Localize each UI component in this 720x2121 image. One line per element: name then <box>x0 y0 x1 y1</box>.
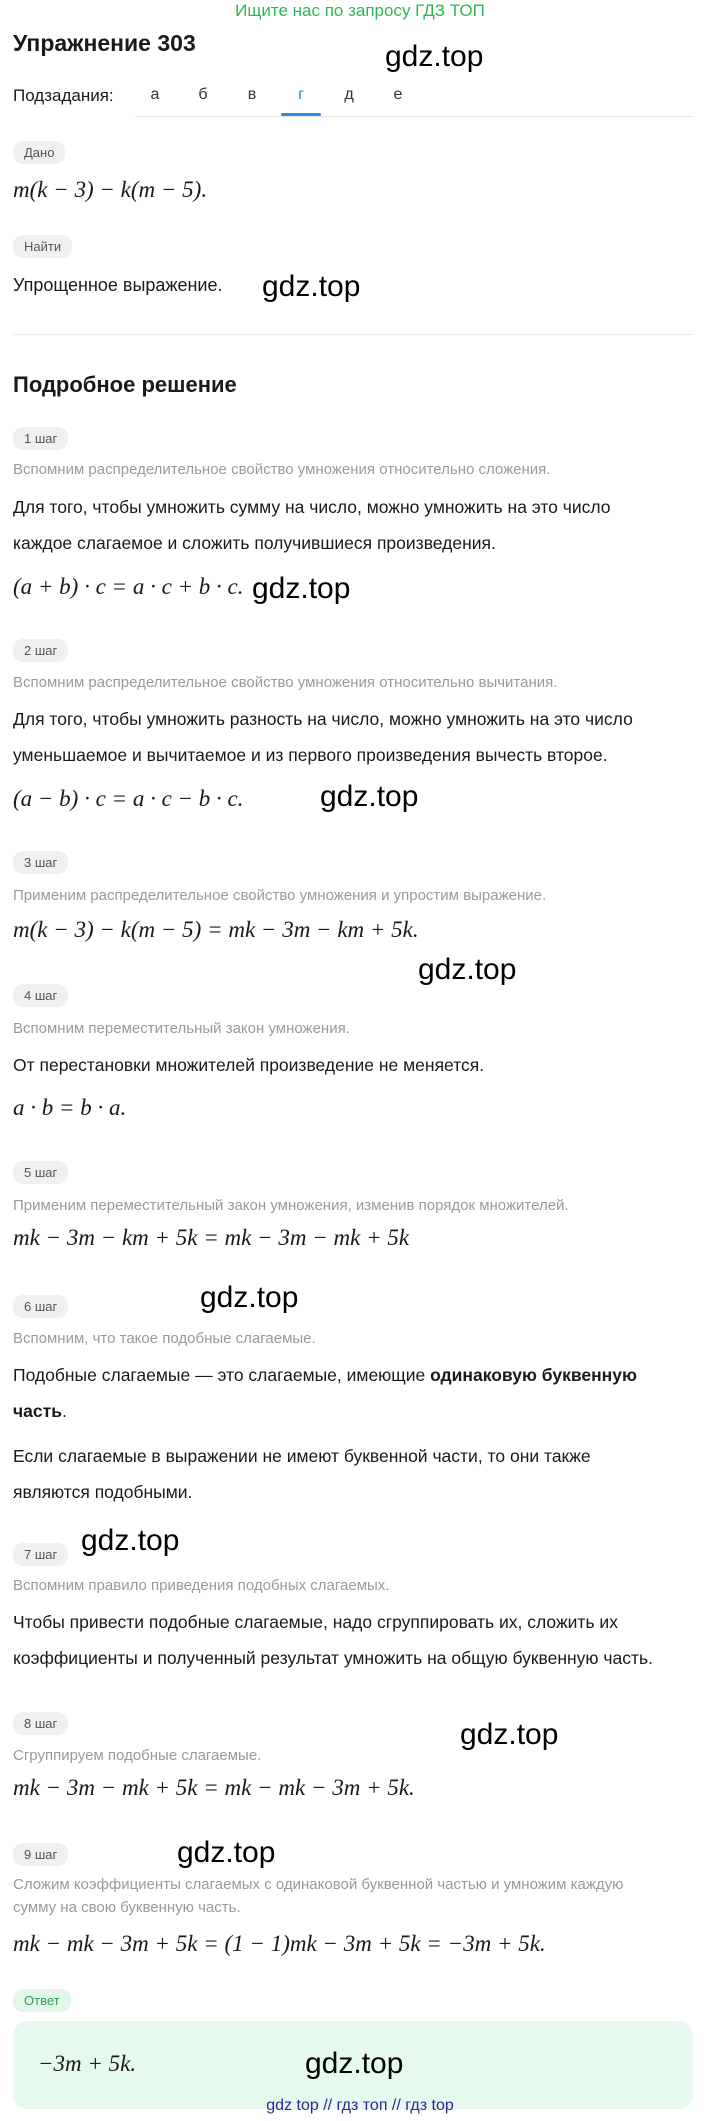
watermark: gdz.top <box>418 953 517 986</box>
step-chip: 6 шаг <box>13 1295 68 1318</box>
watermark: gdz.top <box>385 40 484 73</box>
active-tab-indicator <box>281 113 321 116</box>
subtasks-label: Подзадания: <box>13 86 114 105</box>
step-hint: Вспомним правило приведения подобных слагаемых. <box>13 1577 390 1594</box>
footer-links[interactable]: gdz top // гдз топ // гдз top <box>266 2097 454 2114</box>
emphasis: часть <box>13 1401 62 1421</box>
watermark: gdz.top <box>200 1281 299 1314</box>
step-hint: Применим распределительное свойство умножения и упростим выражение. <box>13 887 547 904</box>
step-hint: Сложим коэффициенты слагаемых с одинаковой буквенной частью и умножим каждую <box>13 1876 624 1893</box>
step-expression: m(k − 3) − k(m − 5) = mk − 3m − km + 5k. <box>13 917 419 942</box>
step-chip: 8 шаг <box>13 1712 68 1735</box>
watermark: gdz.top <box>177 1836 276 1869</box>
watermark: gdz.top <box>305 2047 404 2080</box>
step-text: Если слагаемые в выражении не имеют буквенной части, то они также <box>13 1446 591 1466</box>
step-text: Для того, чтобы умножить разность на число, можно умножить на это число <box>13 709 633 729</box>
step-expression: (a − b) · c = a · c − b · c. <box>13 786 244 811</box>
divider <box>13 334 693 335</box>
emphasis: одинаковую буквенную <box>430 1365 637 1385</box>
find-chip: Найти <box>13 235 72 258</box>
step-hint: Вспомним переместительный закон умножения. <box>13 1020 350 1037</box>
step-text: уменьшаемое и вычитаемое и из первого произведения вычесть второе. <box>13 745 608 765</box>
step-hint: Вспомним, что такое подобные слагаемые. <box>13 1330 316 1347</box>
step-text: Чтобы привести подобные слагаемые, надо сгруппировать их, сложить их <box>13 1612 618 1632</box>
step-text: Подобные слагаемые — это слагаемые, имеющие одинаковую буквенную <box>13 1365 637 1385</box>
step-expression: a · b = b · a. <box>13 1095 127 1120</box>
find-text: Упрощенное выражение. <box>13 275 223 295</box>
page-title: Упражнение 303 <box>13 30 196 56</box>
step-chip: 5 шаг <box>13 1161 68 1184</box>
step-expression: mk − mk − 3m + 5k = (1 − 1)mk − 3m + 5k = −3m + 5k. <box>13 1931 546 1956</box>
step-hint: Сгруппируем подобные слагаемые. <box>13 1747 262 1764</box>
step-expression: mk − 3m − mk + 5k = mk − mk − 3m + 5k. <box>13 1775 415 1800</box>
solution-title: Подробное решение <box>13 372 237 397</box>
answer-chip: Ответ <box>13 1989 71 2012</box>
subtask-tabs <box>135 80 693 117</box>
search-banner: Ищите нас по запросу ГДЗ ТОП <box>235 1 485 20</box>
step-chip: 3 шаг <box>13 851 68 874</box>
step-hint: Вспомним распределительное свойство умножения относительно вычитания. <box>13 674 558 691</box>
tab-v[interactable]: в <box>247 86 257 103</box>
step-hint: Вспомним распределительное свойство умножения относительно сложения. <box>13 461 551 478</box>
given-expression: m(k − 3) − k(m − 5). <box>13 177 208 202</box>
tab-e[interactable]: е <box>393 86 403 103</box>
watermark: gdz.top <box>252 572 351 605</box>
tab-b[interactable]: б <box>198 86 208 103</box>
tab-g[interactable]: г <box>298 86 304 103</box>
step-chip: 2 шаг <box>13 639 68 662</box>
step-text: коэффициенты и полученный результат умножить на общую буквенную часть. <box>13 1648 653 1668</box>
step-chip: 7 шаг <box>13 1543 68 1566</box>
step-hint: Применим переместительный закон умножения, изменив порядок множителей. <box>13 1197 569 1214</box>
step-chip: 4 шаг <box>13 984 68 1007</box>
watermark: gdz.top <box>320 780 419 813</box>
watermark: gdz.top <box>81 1524 180 1557</box>
step-text: часть. <box>13 1401 67 1421</box>
step-expression: mk − 3m − km + 5k = mk − 3m − mk + 5k <box>13 1225 410 1250</box>
step-text: Для того, чтобы умножить сумму на число, можно умножить на это число <box>13 497 611 517</box>
tab-d[interactable]: д <box>344 86 354 103</box>
step-text: являются подобными. <box>13 1482 193 1502</box>
step-text: каждое слагаемое и сложить получившиеся произведения. <box>13 533 496 553</box>
watermark: gdz.top <box>262 270 361 303</box>
watermark: gdz.top <box>460 1718 559 1751</box>
step-chip: 1 шаг <box>13 427 68 450</box>
tab-a[interactable]: а <box>150 86 160 103</box>
answer-expression: −3m + 5k. <box>38 2051 137 2076</box>
step-hint: сумму на свою буквенную часть. <box>13 1899 241 1916</box>
step-chip: 9 шаг <box>13 1843 68 1866</box>
step-expression: (a + b) · c = a · c + b · c. <box>13 574 244 599</box>
step-text: От перестановки множителей произведение не меняется. <box>13 1055 485 1075</box>
given-chip: Дано <box>13 141 65 164</box>
